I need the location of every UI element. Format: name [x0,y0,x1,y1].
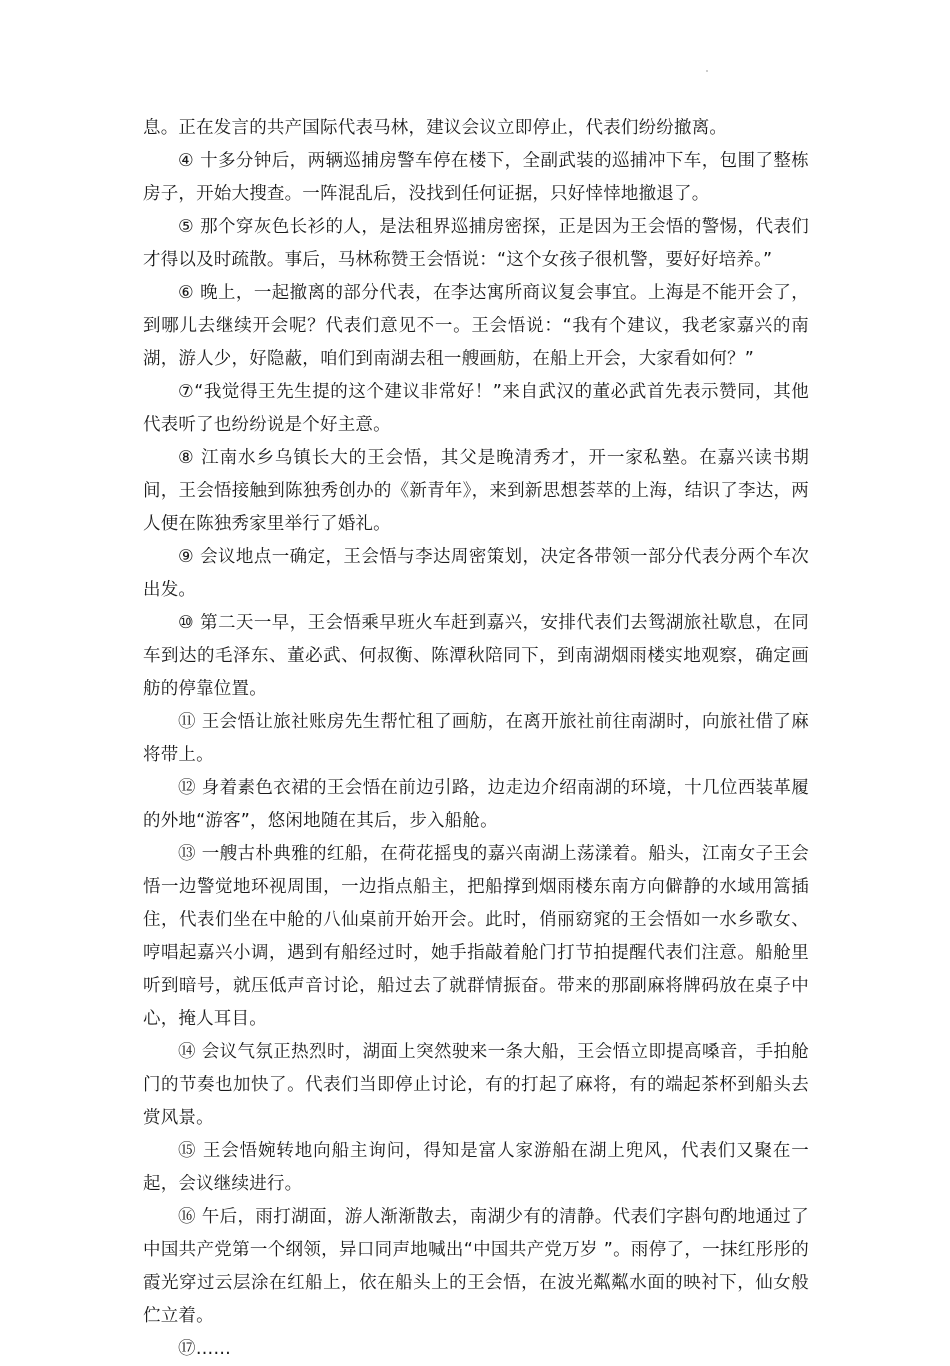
paragraph-6: ⑥ 晚上，一起撤离的部分代表，在李达寓所商议复会事宜。上海是不能开会了，到哪儿去继续开会呢？代表们意见不一。王会悟说：“我有个建议，我老家嘉兴的南湖，游人少，好隐蔽，咱们到南湖去租一艘画舫，在船上开会，大家看如何？” [143,283,809,369]
paragraph-13: ⑬ 一艘古朴典雅的红船，在荷花摇曳的嘉兴南湖上荡漾着。船头，江南女子王会悟一边警觉地环视周围，一边指点船主，把船撑到烟雨楼东南方向僻静的水域用篙插住，代表们坐在中舱的八仙桌前开始开会。此时，俏丽窈窕的王会悟如一水乡歌女、哼唱起嘉兴小调，遇到有船经过时，她手指敲着舱门打节拍提醒代表们注意。船舱里听到暗号，就压低声音讨论，船过去了就群情振奋。带来的那副麻将牌码放在桌子中心，掩人耳目。 [143,844,809,1029]
paragraph-17: ⑰…… [178,1339,232,1359]
paragraph-9: ⑨ 会议地点一确定，王会悟与李达周密策划，决定各带领一部分代表分两个车次出发。 [143,547,809,600]
article-body [143,112,809,1366]
paragraph-11: ⑪ 王会悟让旅社账房先生帮忙租了画舫，在离开旅社前往南湖时，向旅社借了麻将带上。 [143,712,809,765]
paragraph-14: ⑭ 会议气氛正热烈时，湖面上突然驶来一条大船，王会悟立即提高嗓音，手拍舱门的节奏也加快了。代表们当即停止讨论，有的打起了麻将，有的端起茶杯到船头去赏风景。 [143,1042,809,1128]
paragraph-12: ⑫ 身着素色衣裙的王会悟在前边引路，边走边介绍南湖的环境，十几位西装革履的外地“游客”，悠闲地随在其后，步入船舱。 [143,778,809,831]
paragraph-15: ⑮ 王会悟婉转地向船主询问，得知是富人家游船在湖上兜风，代表们又聚在一起，会议继续进行。 [143,1141,809,1194]
scan-speck [706,70,708,72]
paragraph-16: ⑯ 午后，雨打湖面，游人渐渐散去，南湖少有的清静。代表们字斟句酌地通过了中国共产党第一个纲领，异口同声地喊出“中国共产党万岁 ”。雨停了，一抹红彤彤的霞光穿过云层涂在红船上，依在船头上的王会悟，在波光粼粼水面的映衬下，仙女般伫立着。 [143,1207,809,1326]
paragraph-10: ⑩ 第二天一早，王会悟乘早班火车赶到嘉兴，安排代表们去鸳湖旅社歇息，在同车到达的毛泽东、董必武、何叔衡、陈潭秋陪同下，到南湖烟雨楼实地观察，确定画舫的停靠位置。 [143,613,809,699]
paragraph-5: ⑤ 那个穿灰色长衫的人，是法租界巡捕房密探，正是因为王会悟的警惕，代表们才得以及时疏散。事后，马林称赞王会悟说：“这个女孩子很机警，要好好培养。” [143,217,809,270]
paragraph-4: ④ 十多分钟后，两辆巡捕房警车停在楼下，全副武装的巡捕冲下车，包围了整栋房子，开始大搜查。一阵混乱后，没找到任何证据，只好悻悻地撤退了。 [143,151,809,204]
paragraph-7: ⑦“我觉得王先生提的这个建议非常好！”来自武汉的董必武首先表示赞同，其他代表听了也纷纷说是个好主意。 [143,382,809,435]
paragraph-8: ⑧ 江南水乡乌镇长大的王会悟，其父是晚清秀才，开一家私塾。在嘉兴读书期间，王会悟接触到陈独秀创办的《新青年》，来到新思想荟萃的上海，结识了李达，两人便在陈独秀家里举行了婚礼。 [143,448,809,534]
paragraph-continuation: 息。正在发言的共产国际代表马林，建议会议立即停止，代表们纷纷撤离。 [143,118,728,138]
